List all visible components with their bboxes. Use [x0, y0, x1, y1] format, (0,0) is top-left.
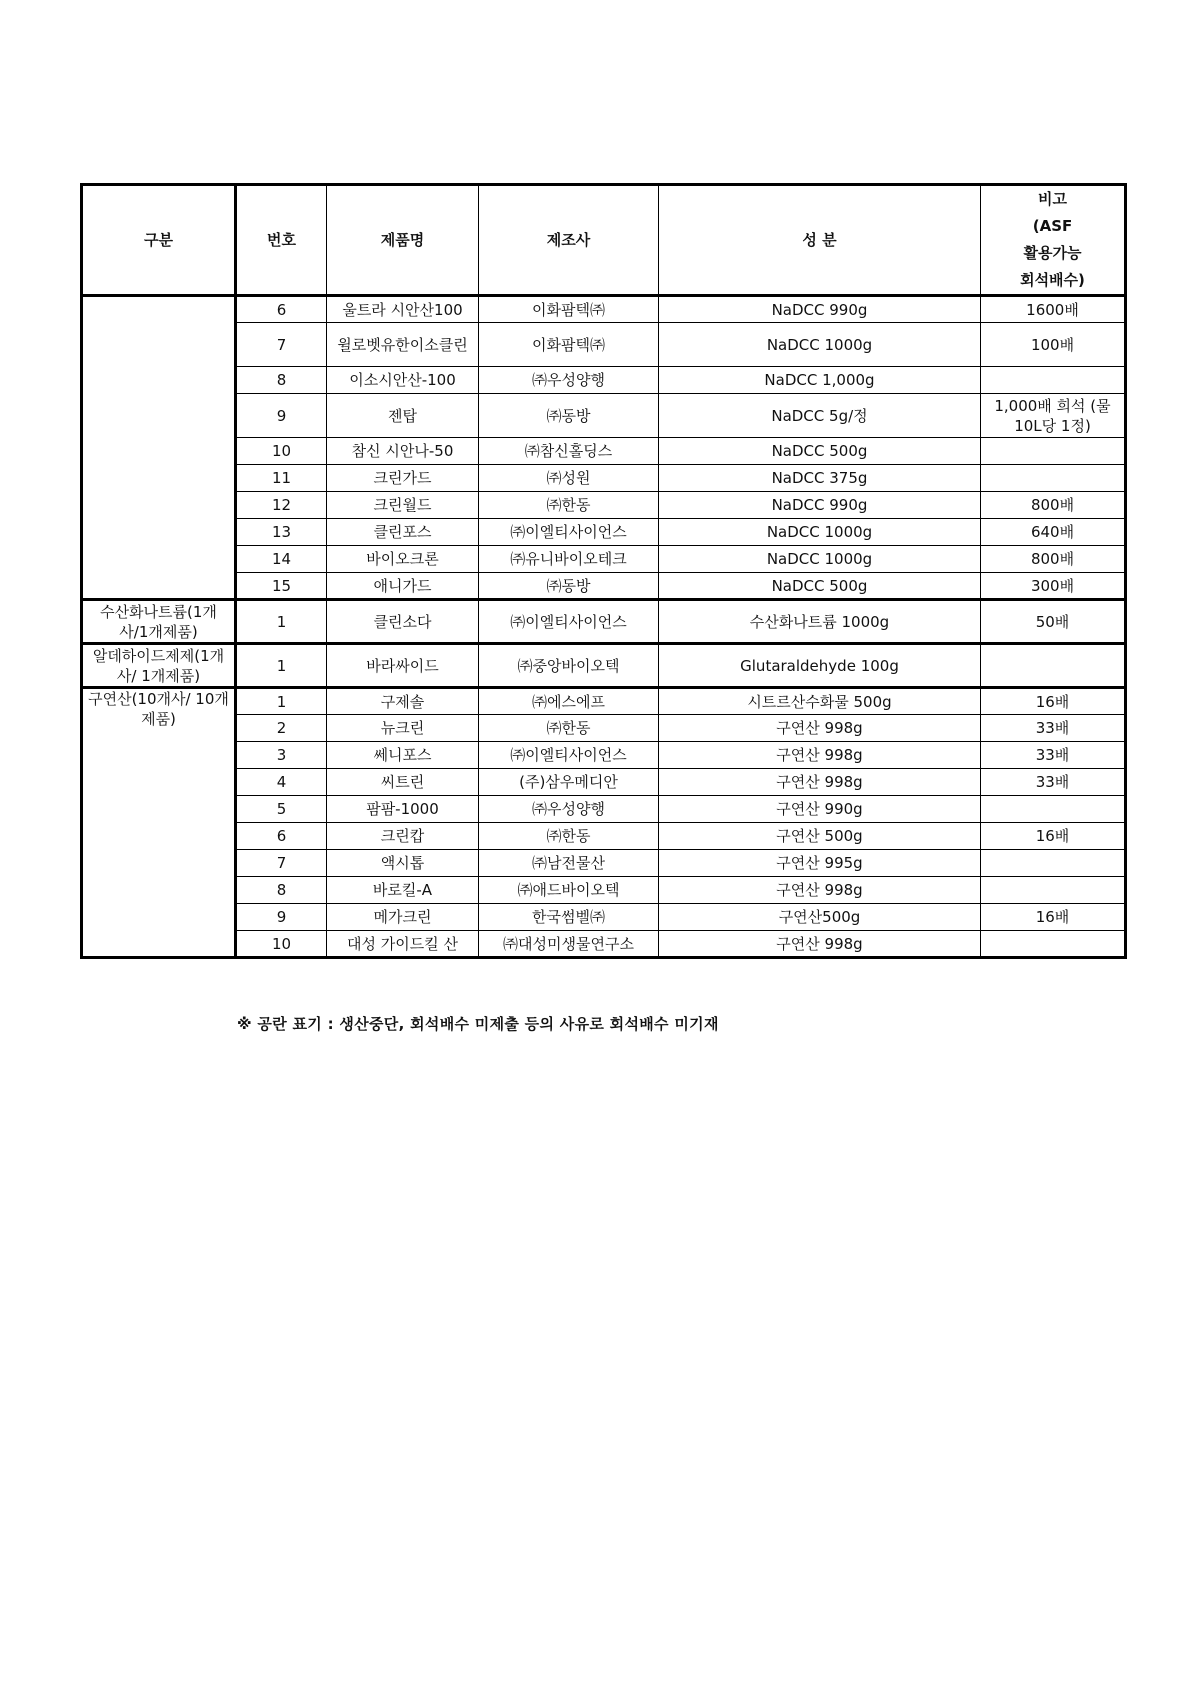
cell-product: 울트라 시안산100 [327, 296, 479, 323]
cell-maker: ㈜유니바이오테크 [479, 546, 659, 573]
cell-maker: ㈜에스에프 [479, 688, 659, 715]
table-row [82, 367, 1126, 394]
table-row [82, 877, 1126, 904]
cell-remark [981, 367, 1126, 394]
cell-remark: 800배 [981, 546, 1126, 573]
cell-maker: ㈜우성양행 [479, 367, 659, 394]
cell-remark: 1600배 [981, 296, 1126, 323]
cell-no: 1 [236, 688, 327, 715]
header-remark-line3: 활용가능 [1023, 244, 1082, 262]
table-row [82, 904, 1126, 931]
cell-ingredient: 구연산 998g [659, 877, 981, 904]
cell-no: 12 [236, 492, 327, 519]
cell-remark: 800배 [981, 492, 1126, 519]
cell-ingredient: 구연산 998g [659, 931, 981, 958]
cell-remark [981, 931, 1126, 958]
cell-ingredient: 구연산 500g [659, 823, 981, 850]
cell-product: 참신 시안나-50 [327, 438, 479, 465]
cell-product: 쎄니포스 [327, 742, 479, 769]
cell-no: 9 [236, 904, 327, 931]
cell-no: 7 [236, 850, 327, 877]
cell-maker: ㈜이엘티사이언스 [479, 519, 659, 546]
cell-maker: ㈜애드바이오텍 [479, 877, 659, 904]
cell-maker: (주)삼우메디안 [479, 769, 659, 796]
cell-product: 클린포스 [327, 519, 479, 546]
cell-maker: ㈜동방 [479, 394, 659, 438]
table-row [82, 688, 1126, 715]
cell-no: 11 [236, 465, 327, 492]
table-row [82, 492, 1126, 519]
cell-maker: ㈜한동 [479, 823, 659, 850]
cell-remark: 16배 [981, 904, 1126, 931]
header-product: 제품명 [327, 185, 479, 296]
cell-ingredient: NaDCC 1,000g [659, 367, 981, 394]
cell-product: 애니가드 [327, 573, 479, 600]
table-row [82, 823, 1126, 850]
cell-maker: ㈜우성양행 [479, 796, 659, 823]
cell-product: 바라싸이드 [327, 644, 479, 688]
table-row [82, 644, 1126, 688]
cell-maker: 이화팜텍㈜ [479, 296, 659, 323]
cell-remark: 33배 [981, 742, 1126, 769]
cell-product: 이소시안산-100 [327, 367, 479, 394]
header-remark-line2: (ASF [1032, 217, 1073, 235]
cell-remark [981, 644, 1126, 688]
table-row [82, 600, 1126, 644]
cell-ingredient: NaDCC 990g [659, 492, 981, 519]
cell-ingredient: NaDCC 375g [659, 465, 981, 492]
footnote: ※ 공란 표기 : 생산중단, 회석배수 미제출 등의 사유로 회석배수 미기재 [237, 1015, 719, 1033]
cell-maker: ㈜남전물산 [479, 850, 659, 877]
cell-product: 바로킬-A [327, 877, 479, 904]
cell-ingredient: 구연산500g [659, 904, 981, 931]
header-no: 번호 [236, 185, 327, 296]
cell-maker: ㈜중앙바이오텍 [479, 644, 659, 688]
cell-no: 1 [236, 600, 327, 644]
cell-product: 크린캅 [327, 823, 479, 850]
cell-product: 씨트린 [327, 769, 479, 796]
cell-no: 4 [236, 769, 327, 796]
cell-remark: 300배 [981, 573, 1126, 600]
cell-remark: 640배 [981, 519, 1126, 546]
table-row [82, 519, 1126, 546]
header-category: 구분 [82, 185, 236, 296]
cell-ingredient: NaDCC 500g [659, 438, 981, 465]
cell-remark: 33배 [981, 715, 1126, 742]
cell-maker: ㈜참신홀딩스 [479, 438, 659, 465]
cell-no: 10 [236, 438, 327, 465]
header-ingredient: 성 분 [659, 185, 981, 296]
table-row [82, 931, 1126, 958]
cell-product: 젠탑 [327, 394, 479, 438]
cell-no: 13 [236, 519, 327, 546]
cell-product: 윌로벳유한이소클린 [327, 323, 479, 367]
cell-maker: ㈜이엘티사이언스 [479, 600, 659, 644]
cell-maker: ㈜성원 [479, 465, 659, 492]
header-row [82, 185, 1126, 296]
cell-maker: ㈜한동 [479, 492, 659, 519]
cell-no: 7 [236, 323, 327, 367]
cell-ingredient: 수산화나트륨 1000g [659, 600, 981, 644]
cell-ingredient: NaDCC 1000g [659, 323, 981, 367]
cell-product: 바이오크론 [327, 546, 479, 573]
cell-no: 3 [236, 742, 327, 769]
cell-no: 5 [236, 796, 327, 823]
cell-product: 클린소다 [327, 600, 479, 644]
cell-product: 팜팜-1000 [327, 796, 479, 823]
cell-maker: 이화팜텍㈜ [479, 323, 659, 367]
cell-ingredient: NaDCC 1000g [659, 546, 981, 573]
table-row [82, 769, 1126, 796]
cell-maker: ㈜한동 [479, 715, 659, 742]
cell-remark: 33배 [981, 769, 1126, 796]
cell-remark: 16배 [981, 823, 1126, 850]
cell-no: 8 [236, 367, 327, 394]
cell-no: 15 [236, 573, 327, 600]
cell-no: 9 [236, 394, 327, 438]
cell-maker: ㈜이엘티사이언스 [479, 742, 659, 769]
cell-no: 6 [236, 296, 327, 323]
table-row [82, 796, 1126, 823]
table-row [82, 394, 1126, 438]
cell-category: 수산화나트륨(1개사/1개제품) [82, 600, 236, 644]
cell-remark [981, 850, 1126, 877]
table-row [82, 465, 1126, 492]
cell-product: 크린월드 [327, 492, 479, 519]
cell-maker: ㈜동방 [479, 573, 659, 600]
header-maker: 제조사 [479, 185, 659, 296]
cell-ingredient: 구연산 990g [659, 796, 981, 823]
cell-ingredient: 구연산 995g [659, 850, 981, 877]
table-row [82, 296, 1126, 323]
table-body [82, 296, 1126, 958]
cell-remark [981, 796, 1126, 823]
cell-remark [981, 438, 1126, 465]
cell-ingredient: NaDCC 990g [659, 296, 981, 323]
cell-product: 대성 가이드킬 산 [327, 931, 479, 958]
cell-ingredient: 시트르산수화물 500g [659, 688, 981, 715]
cell-product: 구제솔 [327, 688, 479, 715]
cell-ingredient: NaDCC 500g [659, 573, 981, 600]
header-remark-line4: 회석배수) [1020, 271, 1085, 289]
cell-ingredient: 구연산 998g [659, 715, 981, 742]
header-remark-line1: 비고 [1038, 190, 1067, 208]
table-row [82, 715, 1126, 742]
cell-product: 크린가드 [327, 465, 479, 492]
cell-maker: ㈜대성미생물연구소 [479, 931, 659, 958]
table-row [82, 546, 1126, 573]
cell-ingredient: NaDCC 1000g [659, 519, 981, 546]
cell-product: 뉴크린 [327, 715, 479, 742]
cell-remark [981, 877, 1126, 904]
table-row [82, 323, 1126, 367]
cell-no: 2 [236, 715, 327, 742]
cell-ingredient: 구연산 998g [659, 769, 981, 796]
cell-remark: 1,000배 희석 (물10L당 1정) [981, 394, 1126, 438]
disinfectant-table [80, 183, 1127, 959]
cell-remark: 100배 [981, 323, 1126, 367]
disinfectant-table-sheet [80, 183, 1124, 959]
header-remark [981, 185, 1126, 296]
cell-ingredient: 구연산 998g [659, 742, 981, 769]
cell-remark: 16배 [981, 688, 1126, 715]
cell-product: 메가크린 [327, 904, 479, 931]
cell-no: 6 [236, 823, 327, 850]
cell-category: 알데하이드제제(1개사/ 1개제품) [82, 644, 236, 688]
cell-maker: 한국썸벨㈜ [479, 904, 659, 931]
table-row [82, 573, 1126, 600]
cell-no: 1 [236, 644, 327, 688]
cell-ingredient: Glutaraldehyde 100g [659, 644, 981, 688]
cell-product: 액시톱 [327, 850, 479, 877]
table-row [82, 438, 1126, 465]
table-row [82, 742, 1126, 769]
table-row [82, 850, 1126, 877]
cell-remark: 50배 [981, 600, 1126, 644]
cell-no: 14 [236, 546, 327, 573]
cell-category: 구연산(10개사/ 10개 제품) [82, 688, 236, 958]
cell-no: 10 [236, 931, 327, 958]
cell-remark [981, 465, 1126, 492]
cell-no: 8 [236, 877, 327, 904]
cell-ingredient: NaDCC 5g/정 [659, 394, 981, 438]
cell-category [82, 296, 236, 600]
